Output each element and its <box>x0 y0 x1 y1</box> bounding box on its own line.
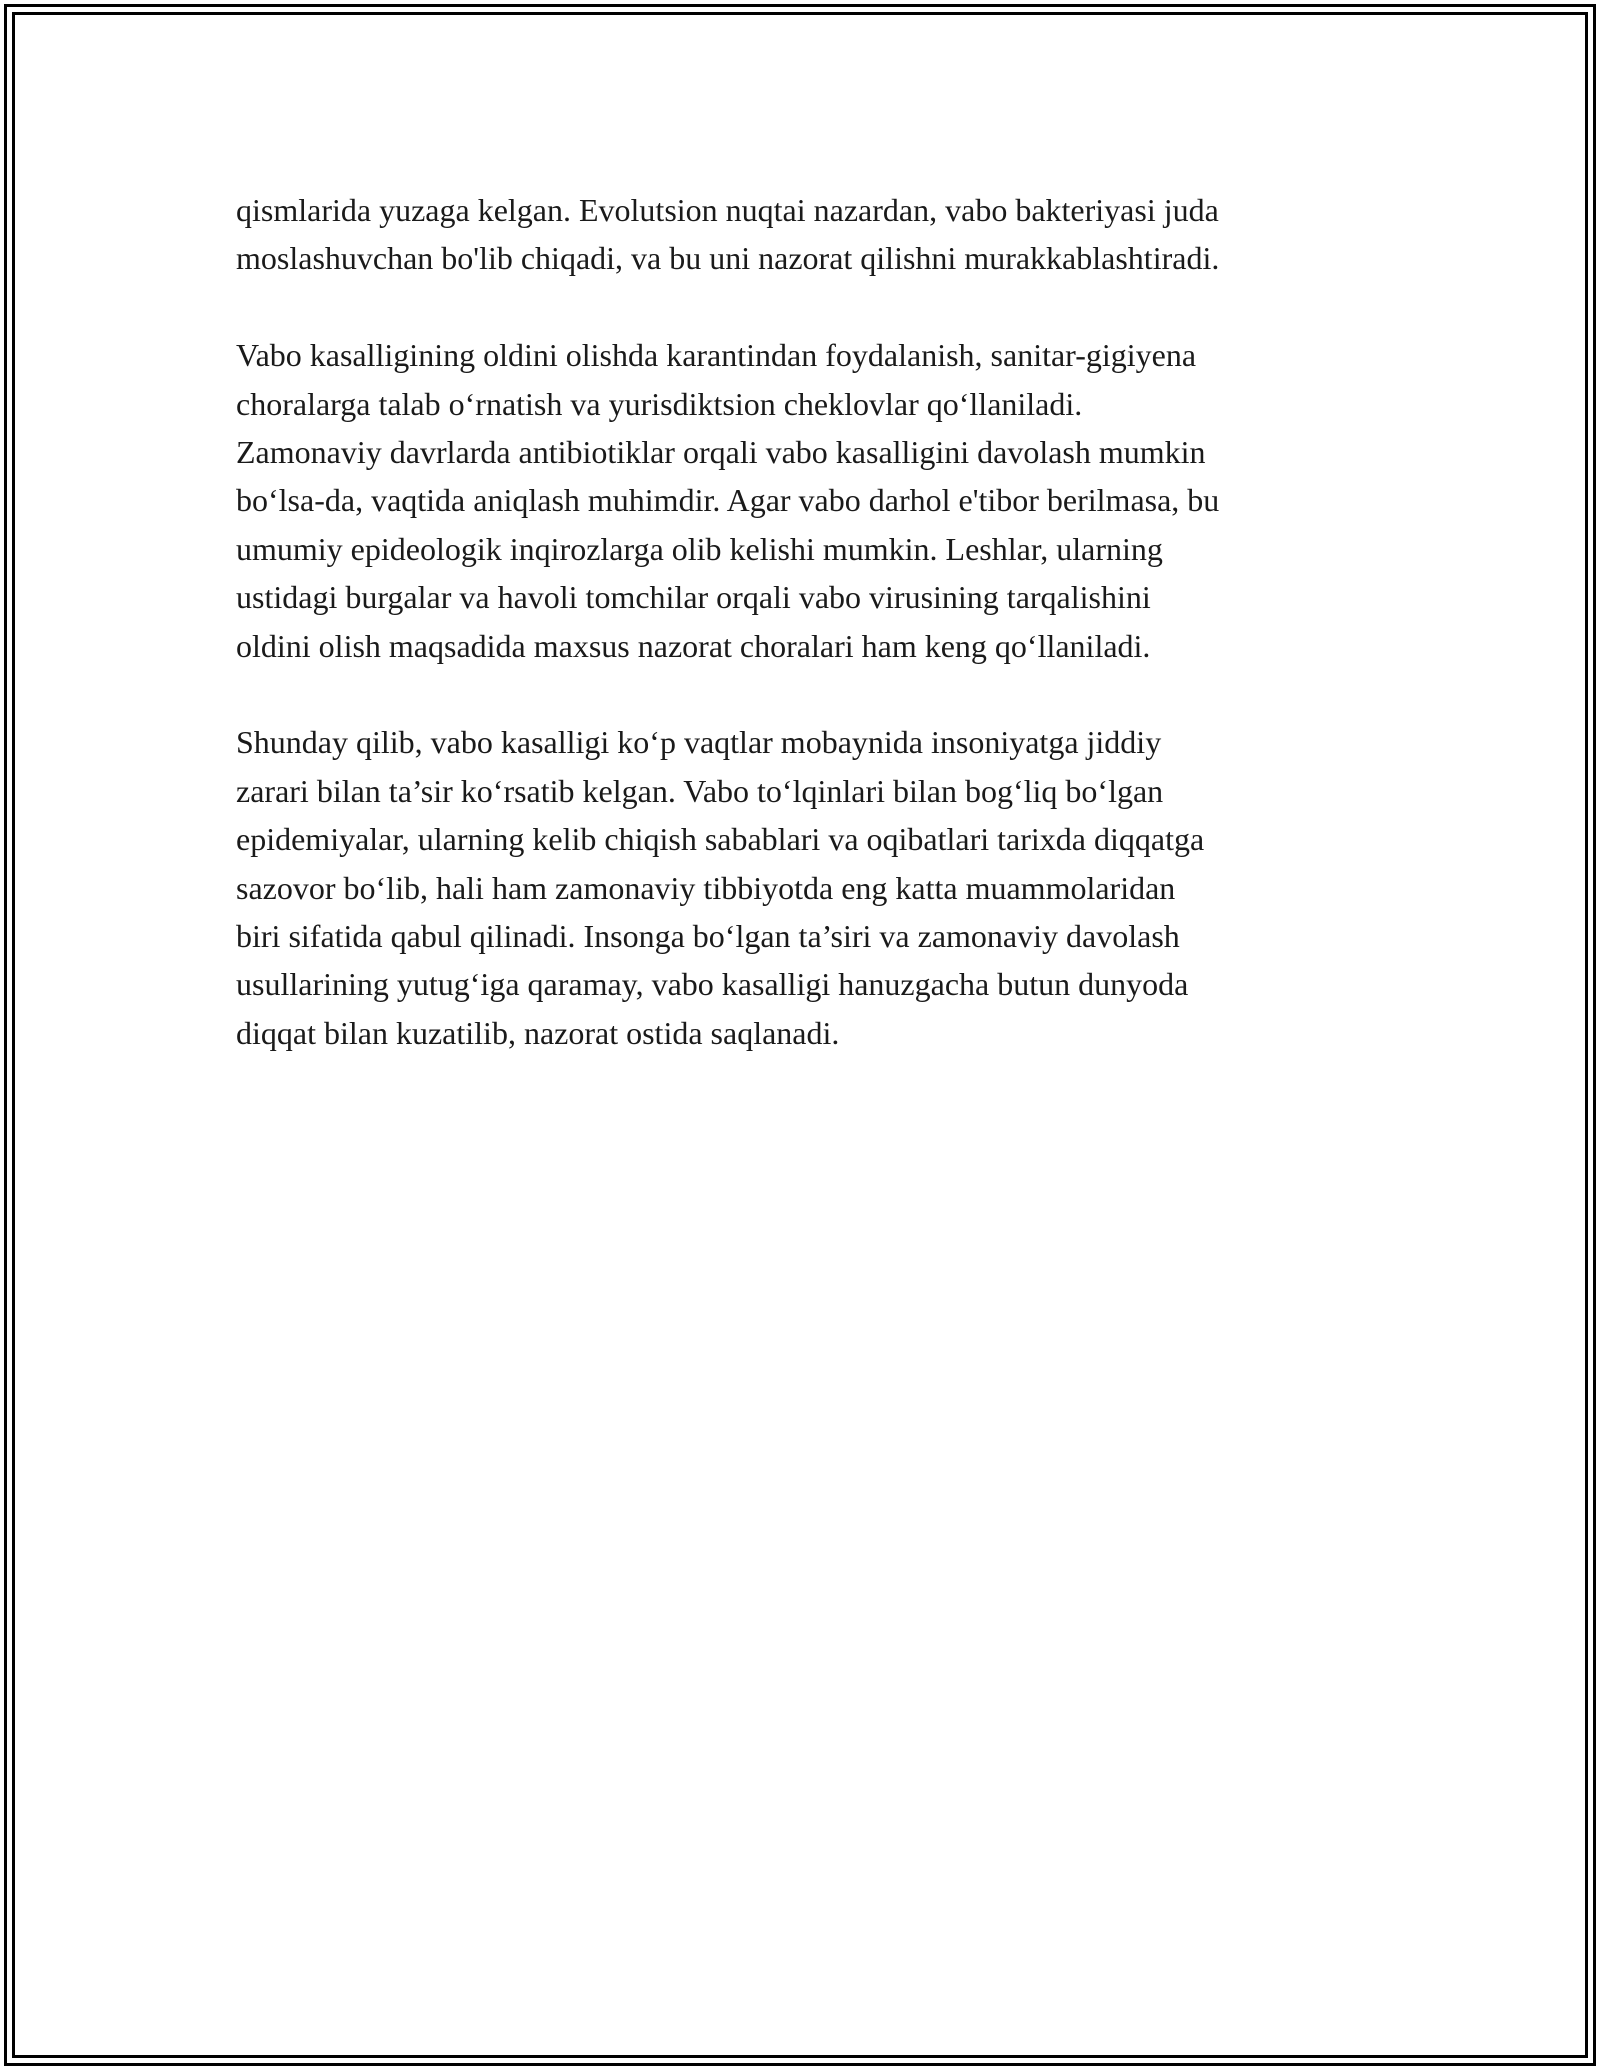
document-body <box>236 186 1386 1106</box>
paragraph-3: Shunday qilib, vabo kasalligi ko‘p vaqtlar mobaynida insoniyatga jiddiy zarari bilan ta’sir ko‘rsatib kelgan. Vabo to‘lqinlari bilan bog‘liq bo‘lgan epidemiyalar, ularning kelib chiqish sabablari va oqibatlari tarixda diqqatga sazovor bo‘lib, hali ham zamonaviy tibbiyotda eng katta muammolaridan biri sifatida qabul qilinadi. Insonga bo‘lgan ta’siri va zamonaviy davolash usullarining yutug‘iga qaramay, vabo kasalligi hanuzgacha butun dunyoda diqqat bilan kuzatilib, nazorat ostida saqlanadi. <box>236 724 1205 1051</box>
paragraph-1: qismlarida yuzaga kelgan. Evolutsion nuqtai nazardan, vabo bakteriyasi juda moslashuvchan bo'lib chiqadi, va bu uni nazorat qilishni murakkablashtiradi. <box>236 192 1220 277</box>
paragraph-2: Vabo kasalligining oldini olishda karantindan foydalanish, sanitar-gigiyena choralarga talab o‘rnatish va yurisdiktsion cheklovlar qo‘llaniladi. Zamonaviy davrlarda antibiotiklar orqali vabo kasalligini davolash mumkin bo‘lsa-da, vaqtida aniqlash muhimdir. Agar vabo darhol e'tibor berilmasa, bu umumiy epideologik inqirozlarga olib kelishi mumkin. Leshlar, ularning ustidagi burgalar va havoli tomchilar orqali vabo virusining tarqalishini oldini olish maqsadida maxsus nazorat choralari ham keng qo‘llaniladi. <box>236 337 1220 664</box>
